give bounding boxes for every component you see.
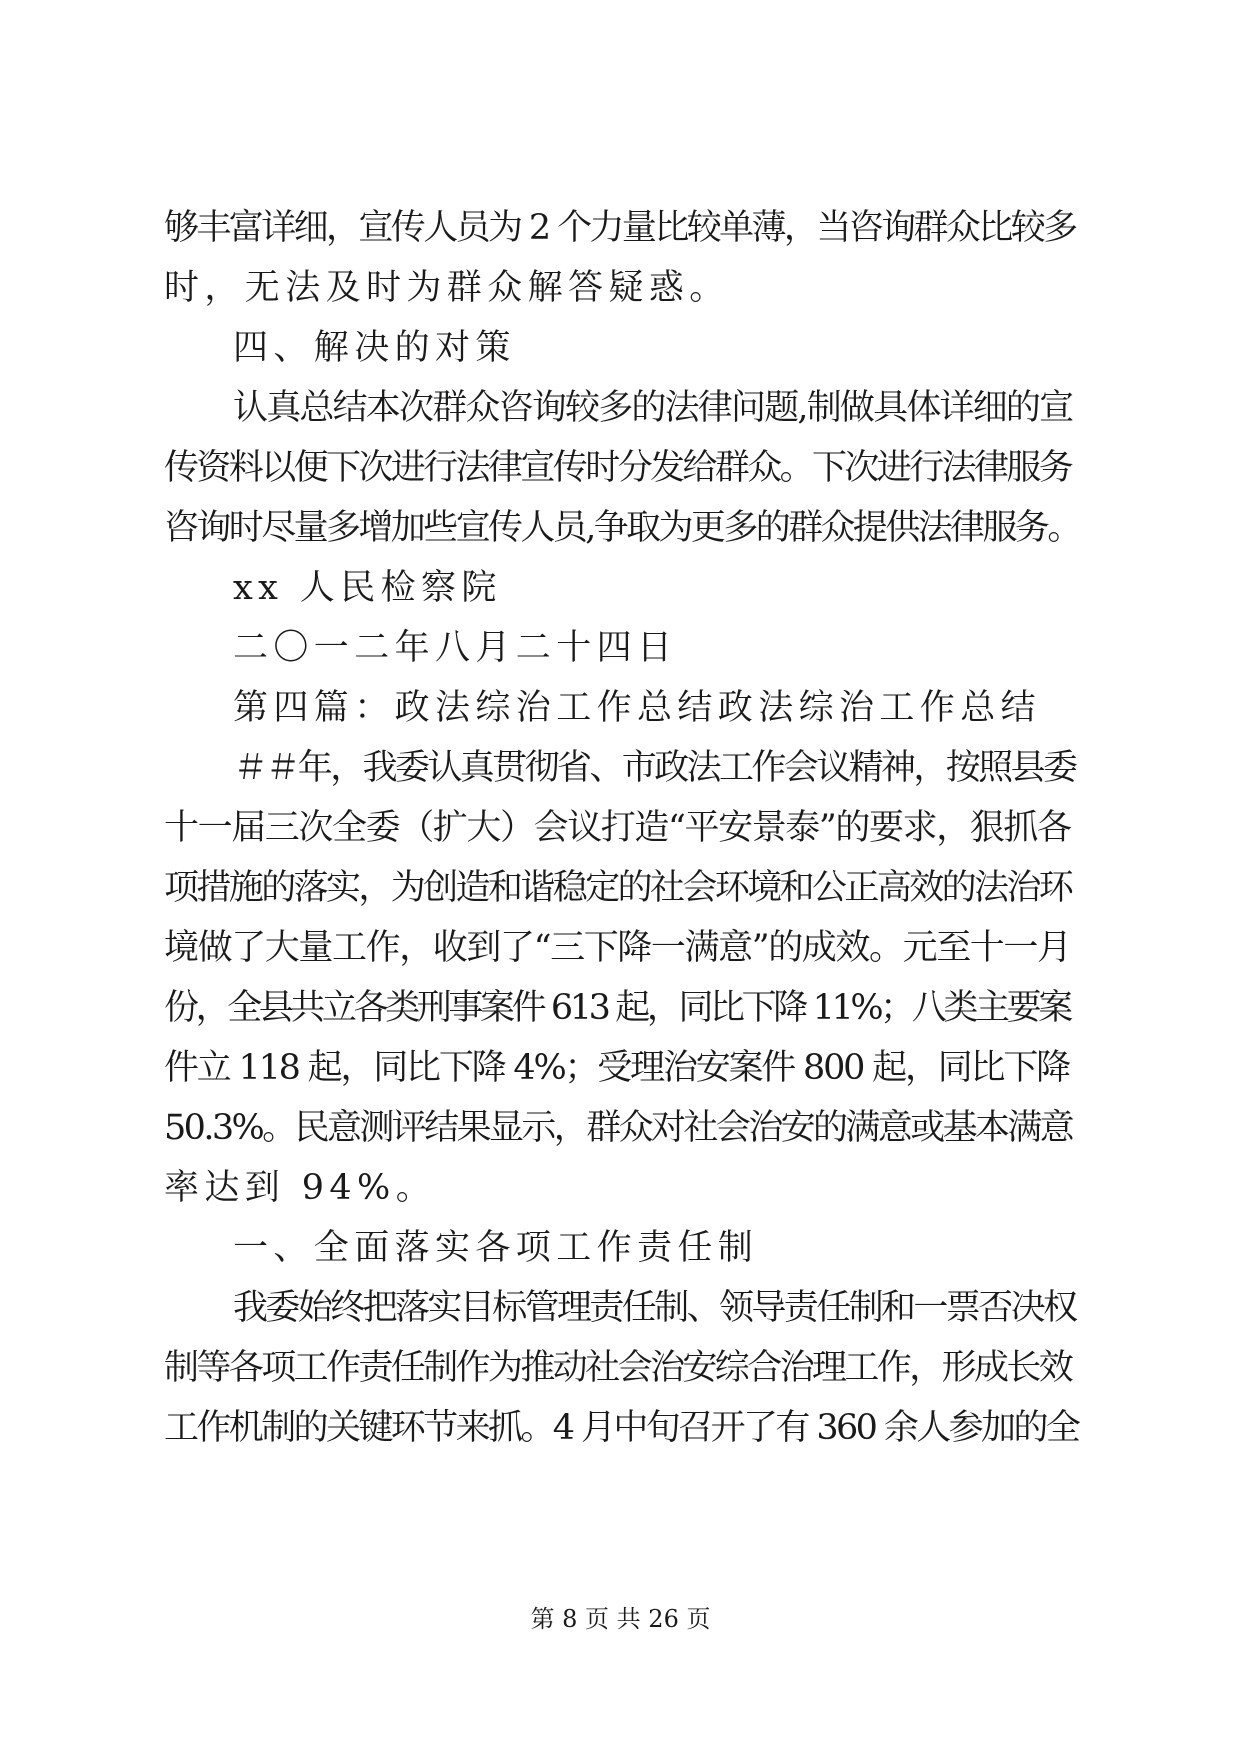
text-line: 制等各项工作责任制作为推动社会治安综合治理工作，形成长效 [164, 1348, 1072, 1388]
text-line: 认真总结本次群众咨询较多的法律问题,制做具体详细的宣 [233, 388, 1073, 428]
section-heading: 四、解决的对策 [233, 328, 516, 368]
text-line: 工作机制的关键环节来抓。4 月中旬召开了有 360 余人参加的全 [164, 1408, 1079, 1448]
text-line: 够丰富详细，宣传人员为 2 个力量比较单薄，当咨询群众比较多 [164, 208, 1076, 248]
text-line: 件立 118 起，同比下降 4%；受理治安案件 800 起，同比下降 [164, 1048, 1069, 1088]
text-line: ＃＃年，我委认真贯彻省、市政法工作会议精神，按照县委 [233, 748, 1076, 788]
text-line: 十一届三次全委（扩大）会议打造“平安景泰”的要求，狠抓各 [164, 808, 1071, 848]
article-title: 第四篇：政法综治工作总结政法综治工作总结 [233, 688, 1042, 728]
text-line: 50.3%。民意测评结果显示，群众对社会治安的满意或基本满意 [164, 1108, 1073, 1148]
text-line: 项措施的落实，为创造和谐稳定的社会环境和公正高效的法治环 [164, 868, 1072, 908]
page-number-footer: 第 8 页 共 26 页 [530, 1605, 711, 1633]
text-line: 传资料以便下次进行法律宣传时分发给群众。下次进行法律服务 [164, 448, 1072, 488]
text-line: 份，全县共立各类刑事案件 613 起，同比下降 11%；八类主要案 [164, 988, 1070, 1028]
text-line: 境做了大量工作，收到了“三下降一满意”的成效。元至十一月 [164, 928, 1071, 968]
text-line: 我委始终把落实目标管理责任制、领导责任制和一票否决权 [233, 1288, 1076, 1328]
text-line: 时，无法及时为群众解答疑惑。 [164, 268, 730, 308]
text-line: 咨询时尽量多增加些宣传人员,争取为更多的群众提供法律服务。 [164, 508, 1080, 548]
signature-date: 二〇一二年八月二十四日 [233, 628, 678, 668]
section-heading: 一、全面落实各项工作责任制 [233, 1228, 759, 1268]
signature-organization: xx 人民检察院 [233, 568, 502, 608]
text-line: 率达到 94%。 [164, 1168, 437, 1208]
